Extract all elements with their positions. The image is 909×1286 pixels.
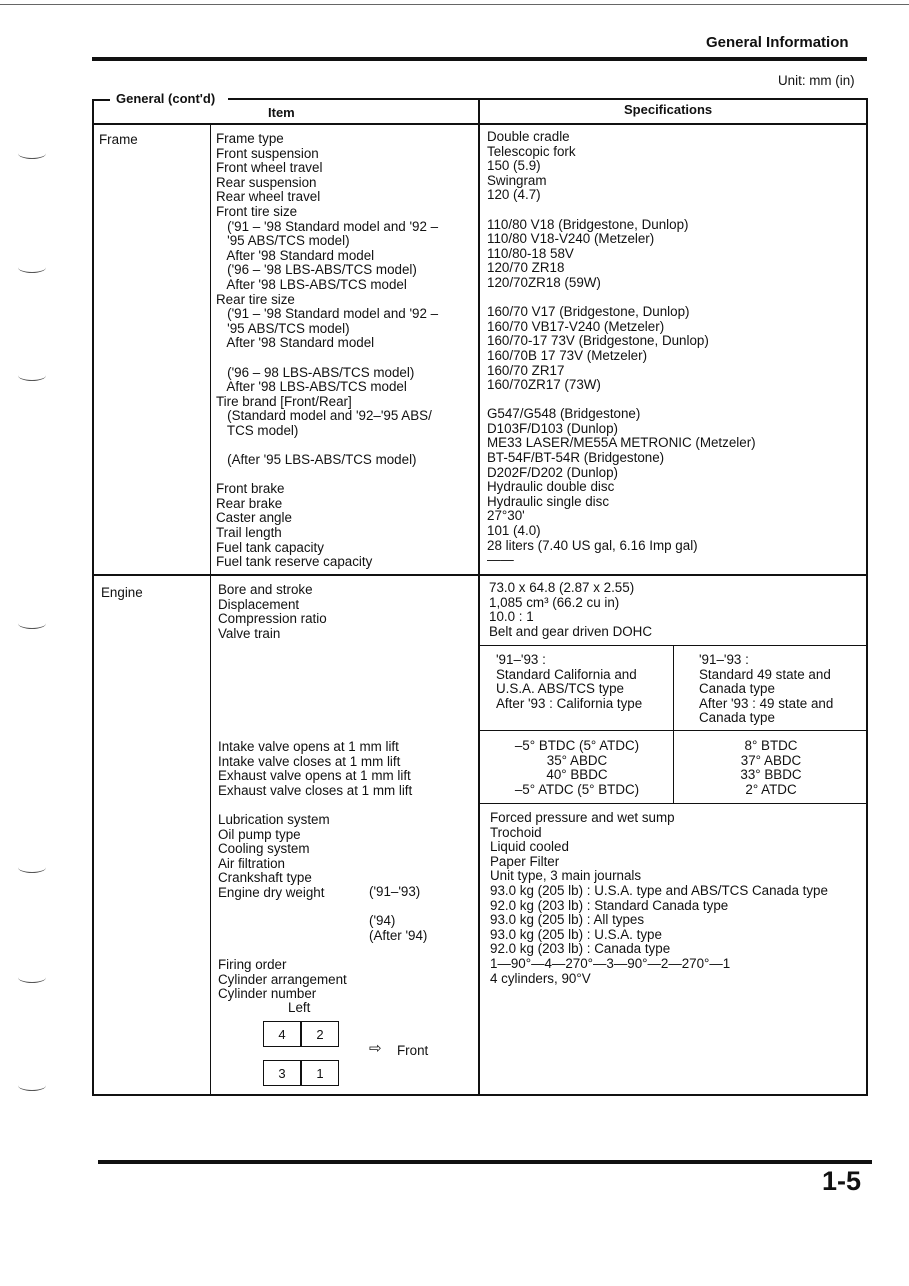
frame-item: Front tire size (216, 203, 298, 219)
frame-spec: 101 (4.0) (487, 523, 541, 539)
frame-spec: 120 (4.7) (487, 187, 541, 203)
engine-item: Engine dry weight (218, 884, 325, 900)
valve-left-values (482, 739, 672, 797)
table-border-bottom (92, 1094, 868, 1096)
frame-spec (487, 203, 756, 218)
engine-spec: 1—90°—4—270°—3—90°—2—270°—1 (490, 955, 731, 971)
frame-spec: 120/70 ZR18 (487, 260, 565, 276)
frame-item: ('96 – '98 LBS-ABS/TCS model) (216, 262, 417, 278)
valve-table-divider (673, 646, 674, 804)
engine-spec: Trochoid (490, 824, 542, 840)
frame-spec: Telescopic fork (487, 143, 576, 159)
frame-spec: 160/70 VB17-V240 (Metzeler) (487, 318, 665, 334)
frame-spec: 110/80 V18 (Bridgestone, Dunlop) (487, 216, 689, 232)
frame-item: After '98 LBS-ABS/TCS model (216, 379, 407, 395)
engine-item: Valve train (218, 625, 281, 641)
valve-left-header (496, 653, 642, 711)
col-header-spec: Specifications (624, 102, 713, 117)
engine-spec: 93.0 kg (205 lb) : U.S.A. type (490, 926, 662, 942)
engine-spec: Belt and gear driven DOHC (489, 623, 652, 639)
frame-spec: Hydraulic single disc (487, 493, 610, 509)
header-rule (92, 57, 867, 61)
engine-item: Crankshaft type (218, 870, 312, 886)
frame-item: ('91 – '98 Standard model and '92 – (216, 306, 439, 322)
frame-item: After '98 Standard model (216, 335, 375, 351)
frame-item: Fuel tank reserve capacity (216, 554, 373, 570)
valve-header-line: '91–'93 : (699, 652, 749, 667)
frame-item: '95 ABS/TCS model) (216, 320, 350, 336)
engine-spec: 4 cylinders, 90°V (490, 970, 591, 986)
frame-spec: G547/G548 (Bridgestone) (487, 406, 641, 422)
valve-header-line: Standard 49 state and (699, 666, 831, 682)
frame-spec: 150 (5.9) (487, 158, 541, 174)
frame-item (216, 438, 438, 453)
frame-item: Caster angle (216, 510, 292, 526)
frame-spec: 160/70 V17 (Bridgestone, Dunlop) (487, 304, 690, 320)
valve-value: 37° ABDC (740, 752, 802, 768)
frame-label: Frame (99, 132, 138, 147)
front-arrow-icon: ⇨ (369, 1040, 382, 1057)
front-label: Front (397, 1043, 429, 1058)
valve-header-line: Standard California and (496, 666, 637, 682)
engine-item: Firing order (218, 957, 287, 972)
cylinder-cell: 1 (301, 1060, 339, 1086)
engine-items-b (218, 813, 330, 901)
cylinder-cell: 2 (301, 1021, 339, 1047)
valve-item: Exhaust valve closes at 1 mm lift (218, 782, 413, 798)
frame-spec (487, 393, 756, 408)
engine-item: Displacement (218, 596, 300, 612)
binding-mark (18, 862, 46, 873)
frame-item: Rear wheel travel (216, 189, 321, 205)
frame-item: Rear suspension (216, 174, 317, 190)
engine-specs-b (490, 811, 828, 986)
frame-spec: ME33 LASER/ME55A METRONIC (Metzeler) (487, 435, 756, 451)
unit-label: Unit: mm (in) (778, 73, 855, 88)
cylinder-left-label: Left (288, 1000, 311, 1015)
engine-spec: Paper Filter (490, 853, 560, 869)
engine-spec: Forced pressure and wet sump (490, 810, 675, 825)
frame-item: (Standard model and '92–'95 ABS/ (216, 408, 432, 424)
frame-item (216, 351, 438, 366)
engine-weight-years (369, 885, 427, 943)
frame-spec: Swingram (487, 172, 547, 188)
frame-spec (487, 291, 756, 306)
valve-header-line: Canada type (699, 710, 775, 726)
binding-mark (18, 972, 46, 983)
frame-spec: —— (487, 552, 514, 568)
engine-spec: 73.0 x 64.8 (2.87 x 2.55) (489, 580, 635, 595)
frame-spec: 110/80 V18-V240 (Metzeler) (487, 231, 655, 247)
frame-spec: Double cradle (487, 129, 570, 144)
frame-item: Frame type (216, 131, 284, 146)
frame-item: Trail length (216, 525, 282, 541)
valve-value: 35° ABDC (546, 752, 608, 768)
frame-item (216, 468, 438, 483)
valve-item: Exhaust valve opens at 1 mm lift (218, 768, 411, 784)
engine-label: Engine (101, 585, 143, 600)
item-col-divider (210, 124, 211, 1094)
valve-right-header (699, 653, 833, 726)
valve-timing-items (218, 740, 412, 798)
valve-item: Intake valve opens at 1 mm lift (218, 739, 399, 754)
weight-year: (After '94) (369, 927, 428, 943)
spec-col-divider (478, 99, 480, 1094)
frame-spec: 110/80-18 58V (487, 245, 574, 261)
engine-spec: 92.0 kg (203 lb) : Standard Canada type (490, 897, 729, 913)
engine-item: Cylinder arrangement (218, 971, 347, 987)
engine-item: Air filtration (218, 855, 285, 871)
caption-rule-left (92, 99, 110, 101)
frame-item: Rear tire size (216, 291, 295, 307)
frame-spec: D103F/D103 (Dunlop) (487, 420, 618, 436)
frame-item: Front suspension (216, 145, 319, 161)
table-caption: General (cont'd) (116, 91, 216, 106)
valve-header-line: After '93 : 49 state and (699, 695, 834, 711)
frame-item: Front brake (216, 481, 285, 497)
valve-header-line: '91–'93 : (496, 652, 546, 667)
engine-item: Cylinder number (218, 986, 317, 1002)
col-header-item: Item (268, 105, 295, 120)
engine-spec: 93.0 kg (205 lb) : All types (490, 912, 645, 928)
footer-rule (98, 1160, 872, 1164)
frame-item: Front wheel travel (216, 160, 323, 176)
frame-item: Fuel tank capacity (216, 539, 324, 555)
binding-mark (18, 148, 46, 159)
frame-item: Rear brake (216, 495, 283, 511)
engine-item: Bore and stroke (218, 582, 313, 597)
frame-spec: 120/70ZR18 (59W) (487, 274, 601, 290)
binding-mark (18, 262, 46, 273)
weight-year (369, 900, 427, 915)
engine-spec: Liquid cooled (490, 839, 569, 855)
engine-item: Cooling system (218, 841, 310, 857)
table-border-left (92, 99, 94, 1096)
table-border-right (866, 98, 868, 1096)
frame-item: After '98 Standard model (216, 247, 375, 263)
binding-mark (18, 618, 46, 629)
frame-spec: 160/70B 17 73V (Metzeler) (487, 347, 648, 363)
engine-spec: 1,085 cm³ (66.2 cu in) (489, 594, 620, 610)
frame-item: ('91 – '98 Standard model and '92 – (216, 218, 439, 234)
engine-spec: 93.0 kg (205 lb) : U.S.A. type and ABS/TCS Canada type (490, 882, 828, 898)
engine-spec: 10.0 : 1 (489, 609, 534, 625)
valve-item: Intake valve closes at 1 mm lift (218, 753, 401, 769)
frame-items-list (216, 132, 438, 570)
frame-spec: 160/70-17 73V (Bridgestone, Dunlop) (487, 333, 709, 349)
frame-specs-list (487, 130, 756, 568)
frame-spec: 160/70ZR17 (73W) (487, 377, 601, 393)
engine-item: Oil pump type (218, 826, 301, 842)
binding-mark (18, 370, 46, 381)
cylinder-cell: 3 (263, 1060, 301, 1086)
valve-value: 2° ATDC (745, 781, 797, 797)
valve-right-values (676, 739, 866, 797)
header-bottom-rule (92, 123, 868, 125)
weight-year: ('91–'93) (369, 884, 421, 899)
frame-spec: Hydraulic double disc (487, 479, 615, 495)
top-rule (0, 4, 909, 5)
frame-item: '95 ABS/TCS model) (216, 233, 350, 249)
frame-engine-rule (92, 574, 868, 576)
engine-spec: 92.0 kg (203 lb) : Canada type (490, 941, 671, 957)
valve-header-line: Canada type (699, 681, 775, 697)
weight-year: ('94) (369, 913, 396, 929)
engine-spec: Unit type, 3 main journals (490, 868, 642, 884)
frame-spec: D202F/D202 (Dunlop) (487, 464, 618, 480)
page-number: 1-5 (822, 1166, 862, 1196)
frame-spec: 28 liters (7.40 US gal, 6.16 Imp gal) (487, 537, 698, 553)
caption-rule-right (228, 98, 868, 100)
section-title: General Information (706, 34, 849, 51)
frame-spec: 160/70 ZR17 (487, 362, 565, 378)
valve-value: 40° BBDC (546, 767, 608, 783)
valve-value: 33° BBDC (740, 767, 802, 783)
valve-value: –5° BTDC (5° ATDC) (514, 738, 640, 753)
frame-item: ('96 – 98 LBS-ABS/TCS model) (216, 364, 415, 380)
valve-value: 8° BTDC (744, 738, 798, 753)
frame-item: After '98 LBS-ABS/TCS model (216, 276, 407, 292)
binding-mark (18, 1080, 46, 1091)
valve-header-line: U.S.A. ABS/TCS type (496, 681, 625, 697)
engine-items-c (218, 958, 347, 1002)
engine-item: Compression ratio (218, 611, 327, 627)
engine-specs-a (489, 581, 652, 639)
frame-spec: BT-54F/BT-54R (Bridgestone) (487, 450, 665, 466)
frame-item: Tire brand [Front/Rear] (216, 393, 352, 409)
valve-value: –5° ATDC (5° BTDC) (514, 781, 640, 797)
cylinder-cell: 4 (263, 1021, 301, 1047)
engine-item: Lubrication system (218, 812, 330, 827)
frame-item: TCS model) (216, 422, 299, 438)
frame-spec: 27°30' (487, 508, 525, 524)
frame-item: (After '95 LBS-ABS/TCS model) (216, 452, 417, 468)
valve-header-line: After '93 : California type (496, 695, 643, 711)
engine-items-a (218, 583, 327, 641)
